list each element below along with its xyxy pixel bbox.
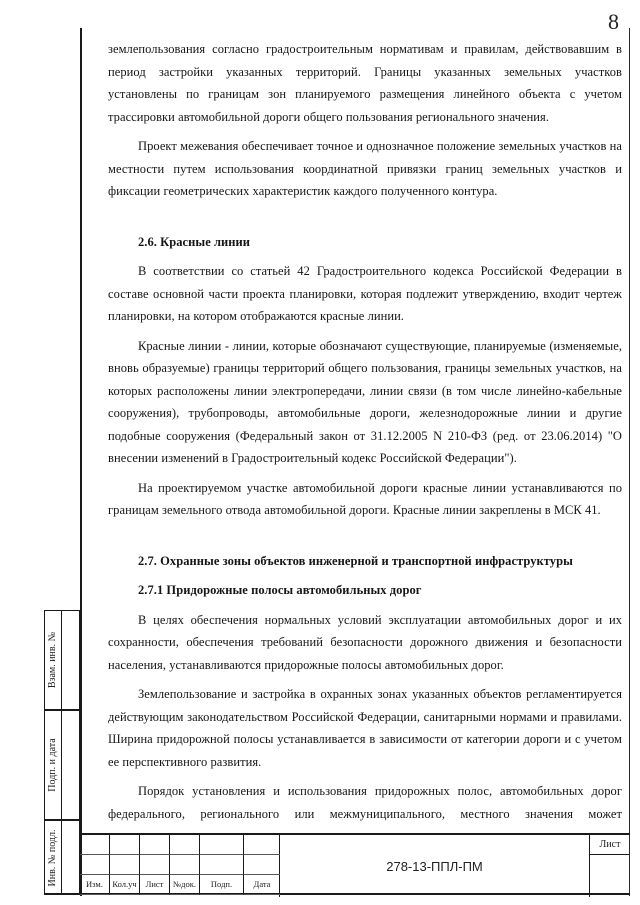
tb-empty-cell — [140, 835, 170, 855]
title-block — [80, 833, 630, 895]
paragraph-red-lines-definition: Красные линии - линии, которые обозначают существующие, планируемые (изменяемые, вновь образуемые) границы территорий общего пользования, границы земельных участков, на которых расположены линии электропередачи, линии связи (в том числе линейно-кабельные сооружения), трубопроводы, автомобильные дороги, железнодорожные линии и другие подобные сооружения (Федеральный закон от 31.12.2005 N 210-ФЗ (ред. от 23.06.2014) "О внесении изменений в Градостроительный кодекс Российской Федерации"). — [108, 338, 622, 465]
stamp-cell-inv-original — [44, 820, 80, 895]
tb-empty-cell — [80, 855, 110, 875]
tb-empty-cell — [110, 855, 140, 875]
stamp-cell-sign-date — [44, 710, 80, 820]
tb-empty-cell — [244, 855, 280, 875]
frame-right-border — [629, 28, 630, 896]
document-body — [108, 38, 622, 830]
tb-empty-cell — [200, 835, 244, 855]
stamp-label-box — [44, 820, 62, 895]
stamp-label-box — [44, 610, 62, 710]
sheet-label: Лист — [590, 835, 630, 855]
paragraph-establishment-procedure: Порядок установления и использования придорожных полос, автомобильных дорог федерального, регионального или межмуниципального, местного значения может — [108, 784, 622, 821]
paragraph-land-use-regulation: Землепользование и застройка в охранных зонах указанных объектов регламентируется действующим законодательством Российской Федерации, санитарными нормами и правилами. Ширина придорожной полосы устанавливается в зависимости от категории дороги и с учетом ее перспективного развития. — [108, 687, 622, 769]
page-number: 8 — [608, 9, 619, 34]
paragraph-roadside-purpose: В целях обеспечения нормальных условий эксплуатации автомобильных дорог и их сохранности, обеспечения требований безопасности дорожного движения и безопасности населения, устанавливаются придорожные полосы автомобильных дорог. — [108, 612, 622, 672]
tb-label-sheet: Лист — [140, 875, 170, 895]
tb-label-date: Дата — [244, 875, 280, 895]
tb-empty-cell — [244, 835, 280, 855]
tb-empty-cell — [170, 855, 200, 875]
paragraph-red-lines-msk: На проектируемом участке автомобильной дороги красные линии устанавливаются по границам земельного отвода автомобильной дороги. Красные линии закреплены в МСК 41. — [108, 480, 622, 517]
paragraph-survey-project: Проект межевания обеспечивает точное и однозначное положение земельных участков на местности путем использования координатной привязки границ земельных участков и фиксации геометрических характеристик каждого полученного контура. — [108, 139, 622, 198]
document-code: 278-13-ППЛ-ПМ — [280, 835, 590, 897]
section-gap — [108, 210, 622, 224]
tb-empty-cell — [170, 835, 200, 855]
stamp-label-sign-date: Подп. и дата — [47, 738, 58, 792]
sheet-number-cell — [590, 855, 630, 897]
title-block-sheet — [590, 835, 630, 897]
paragraph-article-42: В соответствии со статьей 42 Градостроительного кодекса Российской Федерации в составе основной части проекта планировки, которая подлежит утверждению, входит чертеж планировки, на котором отображаются красные линии. — [108, 264, 622, 323]
heading-red-lines: 2.6. Красные линии — [138, 234, 251, 249]
tb-empty-cell — [140, 855, 170, 875]
tb-empty-cell — [80, 835, 110, 855]
paragraph-continuation: землепользования согласно градостроительным нормативам и правилам, действовавшим в период застройки указанных территорий. Границы указанных земельных участков установлены по границам зон планируемого размещения линейного объекта с учетом трассировки автомобильной дороги общего пользования регионального значения. — [108, 42, 622, 124]
section-gap — [108, 529, 622, 543]
tb-label-change: Изм. — [80, 875, 110, 895]
heading-roadside-strips: 2.7.1 Придорожные полосы автомобильных дорог — [138, 583, 422, 597]
stamp-cell-replaced-inv — [44, 610, 80, 710]
tb-label-count: Кол.уч — [110, 875, 140, 895]
stamp-label-inv-original: Инв. № подл. — [47, 829, 58, 886]
stamp-label-replaced-inv: Взам. инв. № — [47, 631, 58, 689]
title-block-signature-grid — [80, 835, 280, 897]
frame-left-border — [80, 28, 82, 896]
tb-empty-cell — [200, 855, 244, 875]
tb-empty-cell — [110, 835, 140, 855]
stamp-label-box — [44, 710, 62, 820]
tb-label-signature: Подп. — [200, 875, 244, 895]
tb-label-doc-number: №док. — [170, 875, 200, 895]
heading-protection-zones: 2.7. Охранные зоны объектов инженерной и транспортной инфраструктуры — [138, 553, 573, 568]
